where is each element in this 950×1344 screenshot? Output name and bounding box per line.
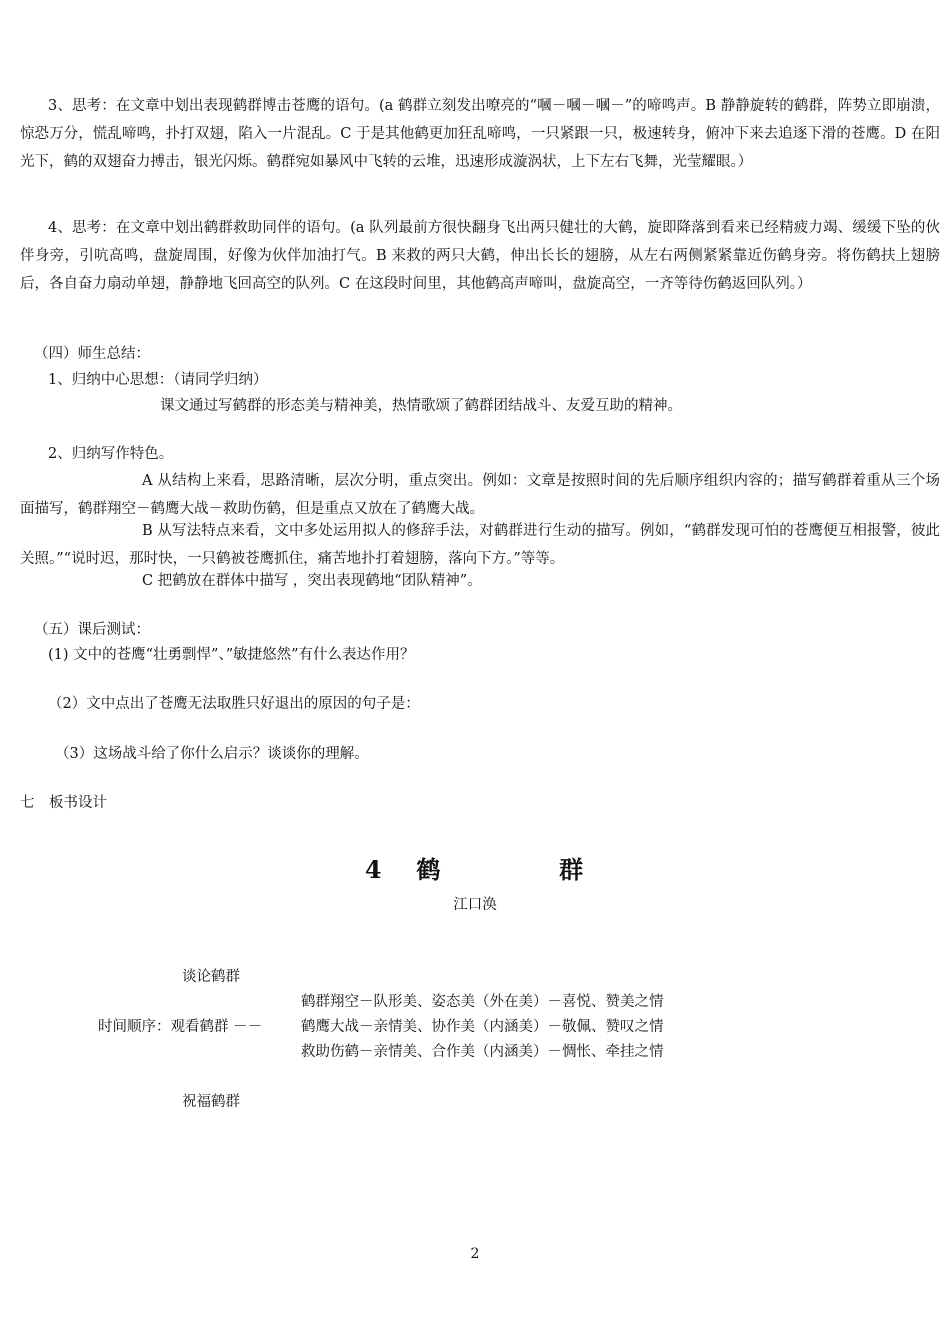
board-talk: 谈论鹤群 <box>182 969 240 985</box>
page-number: 2 <box>470 1246 480 1262</box>
board-title-number: 4 <box>364 855 384 884</box>
board-row-3: 救助伤鹤－亲情美、合作美（内涵美）－惆怅、牵挂之情 <box>301 1044 664 1060</box>
board-author: 江口涣 <box>453 897 497 913</box>
summary-item-1: 1、归纳中心思想：（请同学归纳） <box>48 372 268 388</box>
board-row-1: 鹤群翔空－队形美、姿态美（外在美）－喜悦、赞美之情 <box>301 994 664 1010</box>
board-title-char-1: 鹤 <box>416 855 443 884</box>
summary-heading: （四）师生总结： <box>34 346 150 362</box>
board-heading: 七 板书设计 <box>20 795 107 811</box>
board-title-char-2: 群 <box>559 855 586 884</box>
feature-c: C 把鹤放在群体中描写 ，突出表现鹤地“团队精神”。 <box>142 573 482 589</box>
feature-b: B 从写法特点来看，文中多处运用拟人的修辞手法，对鹤群进行生动的描写。例如，“鹤群发现可怕的苍鹰便互相报警，彼此关照。”“说时迟，那时快，一只鹤被苍鹰抓住，痛苦地扑打着翅膀，落向下方。”等等。 <box>20 523 940 567</box>
board-title <box>0 850 950 885</box>
central-idea: 课文通过写鹤群的形态美与精神美，热情歌颂了鹤群团结战斗、友爱互助的精神。 <box>160 398 682 414</box>
feature-a: A 从结构上来看，思路清晰，层次分明，重点突出。例如：文章是按照时间的先后顺序组织内容的；描写鹤群着重从三个场面描写，鹤群翔空－鹤鹰大战－救助伤鹤，但是重点又放在了鹤鹰大战。 <box>20 473 940 517</box>
board-row-2-lead: 时间顺序：观看鹤群 －－ <box>98 1019 263 1035</box>
test-heading: （五）课后测试： <box>34 622 150 638</box>
test-question-1: (1) 文中的苍鹰“壮勇剽悍”、”敏捷悠然”有什么表达作用？ <box>48 647 415 663</box>
think-question-4: 4、思考：在文章中划出鹤群救助同伴的语句。(a 队列最前方很快翻身飞出两只健壮的大鹤，旋即降落到看来已经精疲力竭、缓缓下坠的伙伴身旁，引吭高鸣，盘旋周围，好像为伙伴加油打气。B 来救的两只大鹤，伸出长长的翅膀，从左右两侧紧紧靠近伤鹤身旁。将伤鹤扶上翅膀后，各自奋力扇动单翅，静静地飞回高空的队列。C 在这段时间里，其他鹤高声啼叫，盘旋高空，一齐等待伤鹤返回队列。） <box>20 220 940 292</box>
board-row-2: 鹤鹰大战－亲情美、协作美（内涵美）－敬佩、赞叹之情 <box>301 1019 664 1035</box>
think-question-3: 3、思考：在文章中划出表现鹤群博击苍鹰的语句。(a 鹤群立刻发出嘹亮的“嘓－嘓－嘓－”的啼鸣声。B 静静旋转的鹤群，阵势立即崩溃，惊恐万分，慌乱啼鸣，扑打双翅，陷入一片混乱。C 于是其他鹤更加狂乱啼鸣，一只紧跟一只，极速转身，俯冲下来去追逐下滑的苍鹰。D 在阳光下，鹤的双翅奋力搏击，银光闪烁。鹤群宛如暴风中飞转的云堆，迅速形成漩涡状，上下左右飞舞，光莹耀眼。） <box>20 98 940 170</box>
test-question-3: （3）这场战斗给了你什么启示？谈谈你的理解。 <box>55 746 369 762</box>
summary-item-2: 2、归纳写作特色。 <box>48 446 174 462</box>
board-bless: 祝福鹤群 <box>182 1094 240 1110</box>
test-question-2: （2）文中点出了苍鹰无法取胜只好退出的原因的句子是： <box>48 696 420 712</box>
